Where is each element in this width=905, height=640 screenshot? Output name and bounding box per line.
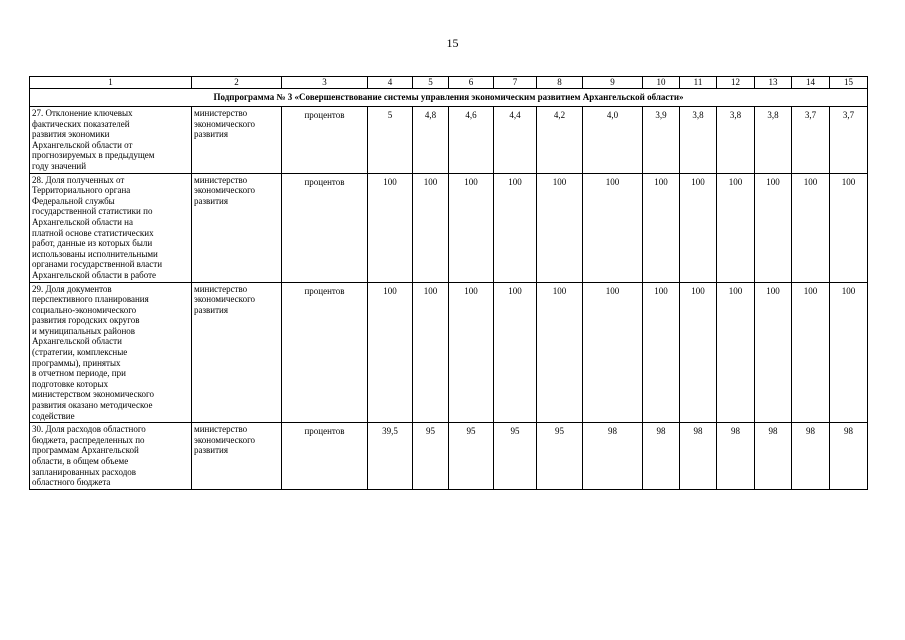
indicator-name-line: Федеральной службы bbox=[32, 195, 115, 206]
column-number-row bbox=[30, 77, 868, 89]
indicator-name-line: фактических показателей bbox=[32, 118, 130, 129]
ministry-line: развития bbox=[194, 304, 229, 315]
responsible-ministry-cell bbox=[192, 107, 282, 174]
column-number-cell: 8 bbox=[537, 77, 583, 89]
value-cell: 39,5 bbox=[368, 423, 413, 490]
value-cell: 95 bbox=[537, 423, 583, 490]
ministry-line: министерство bbox=[194, 174, 248, 185]
table-body bbox=[30, 77, 868, 490]
value-cell: 100 bbox=[643, 173, 680, 282]
indicator-row bbox=[30, 173, 868, 282]
value-cell: 5 bbox=[368, 107, 413, 174]
value-cell: 98 bbox=[583, 423, 643, 490]
subprogram-title: Подпрограмма № 3 «Совершенствование системы управления экономическим развитием Архангельской области» bbox=[30, 89, 868, 107]
indicator-name-line: 28. Доля полученных от bbox=[32, 174, 125, 185]
value-cell: 100 bbox=[755, 282, 792, 423]
column-number-cell: 10 bbox=[643, 77, 680, 89]
indicator-name-line: областного бюджета bbox=[32, 477, 111, 488]
ministry-line: министерство bbox=[194, 283, 248, 294]
indicator-name-line: 27. Отклонение ключевых bbox=[32, 108, 133, 118]
indicator-row bbox=[30, 282, 868, 423]
indicator-row bbox=[30, 423, 868, 490]
value-cell: 100 bbox=[494, 173, 537, 282]
value-cell: 4,2 bbox=[537, 107, 583, 174]
column-number-cell: 11 bbox=[680, 77, 717, 89]
page-number: 15 bbox=[446, 36, 459, 50]
indicator-name-line: социально-экономического bbox=[32, 304, 137, 315]
value-cell: 100 bbox=[717, 173, 755, 282]
indicator-name-line: развития городских округов bbox=[32, 315, 140, 326]
value-cell: 100 bbox=[583, 173, 643, 282]
value-cell: 98 bbox=[755, 423, 792, 490]
ministry-line: развития bbox=[194, 195, 229, 206]
value-cell: 100 bbox=[368, 282, 413, 423]
column-number-cell: 4 bbox=[368, 77, 413, 89]
responsible-ministry-cell bbox=[192, 282, 282, 423]
value-cell: 3,9 bbox=[643, 107, 680, 174]
column-number-cell: 15 bbox=[830, 77, 868, 89]
indicator-name-line: содействие bbox=[32, 410, 75, 421]
unit-cell: процентов bbox=[282, 173, 368, 282]
indicator-name-line: 29. Доля документов bbox=[32, 283, 112, 294]
column-number-cell: 6 bbox=[449, 77, 494, 89]
indicator-name-line: платной основе статистических bbox=[32, 227, 154, 238]
ministry-line: развития bbox=[194, 129, 229, 140]
value-cell: 4,4 bbox=[494, 107, 537, 174]
indicators-table bbox=[29, 76, 868, 490]
value-cell: 100 bbox=[643, 282, 680, 423]
value-cell: 98 bbox=[680, 423, 717, 490]
ministry-line: экономического bbox=[194, 118, 256, 129]
indicator-name-line: Архангельской области на bbox=[32, 216, 133, 227]
indicator-name-line: году значений bbox=[32, 160, 87, 171]
ministry-line: развития bbox=[194, 445, 229, 456]
value-cell: 4,8 bbox=[413, 107, 449, 174]
indicator-name-line: области, в общем объеме bbox=[32, 456, 129, 466]
value-cell: 98 bbox=[717, 423, 755, 490]
indicator-name-line: программам Архангельской bbox=[32, 445, 139, 456]
column-number-cell: 13 bbox=[755, 77, 792, 89]
value-cell: 100 bbox=[830, 282, 868, 423]
column-number-cell: 14 bbox=[792, 77, 830, 89]
indicator-name-line: государственной статистики по bbox=[32, 206, 153, 217]
value-cell: 3,8 bbox=[717, 107, 755, 174]
indicator-name-line: подготовке которых bbox=[32, 378, 109, 389]
column-number-cell: 1 bbox=[30, 77, 192, 89]
indicator-name-line: Территориального органа bbox=[32, 185, 131, 196]
ministry-line: экономического bbox=[194, 185, 256, 196]
indicator-name-cell bbox=[30, 173, 192, 282]
indicator-name-line: бюджета, распределенных по bbox=[32, 434, 145, 445]
subprogram-row bbox=[30, 89, 868, 107]
unit-cell: процентов bbox=[282, 282, 368, 423]
value-cell: 98 bbox=[792, 423, 830, 490]
value-cell: 100 bbox=[792, 173, 830, 282]
indicator-name-line: 30. Доля расходов областного bbox=[32, 424, 146, 435]
value-cell: 100 bbox=[449, 282, 494, 423]
value-cell: 100 bbox=[755, 173, 792, 282]
column-number-cell: 3 bbox=[282, 77, 368, 89]
value-cell: 100 bbox=[830, 173, 868, 282]
indicator-name-cell bbox=[30, 107, 192, 174]
ministry-line: министерство bbox=[194, 108, 248, 118]
value-cell: 100 bbox=[368, 173, 413, 282]
indicator-name-line: и муниципальных районов bbox=[32, 325, 136, 336]
value-cell: 100 bbox=[449, 173, 494, 282]
ministry-line: экономического bbox=[194, 294, 256, 305]
indicator-name-line: развития оказано методическое bbox=[32, 400, 153, 411]
column-number-cell: 9 bbox=[583, 77, 643, 89]
indicator-name-line: Архангельской области bbox=[32, 336, 122, 347]
value-cell: 100 bbox=[413, 282, 449, 423]
indicator-name-line: (стратегии, комплексные bbox=[32, 347, 128, 358]
value-cell: 3,8 bbox=[680, 107, 717, 174]
value-cell: 95 bbox=[494, 423, 537, 490]
value-cell: 100 bbox=[413, 173, 449, 282]
value-cell: 3,8 bbox=[755, 107, 792, 174]
unit-cell: процентов bbox=[282, 107, 368, 174]
value-cell: 100 bbox=[680, 173, 717, 282]
ministry-line: экономического bbox=[194, 434, 256, 445]
value-cell: 95 bbox=[449, 423, 494, 490]
column-number-cell: 5 bbox=[413, 77, 449, 89]
value-cell: 100 bbox=[792, 282, 830, 423]
column-number-cell: 7 bbox=[494, 77, 537, 89]
value-cell: 4,6 bbox=[449, 107, 494, 174]
value-cell: 3,7 bbox=[830, 107, 868, 174]
value-cell: 95 bbox=[413, 423, 449, 490]
indicator-name-line: работ, данные из которых были bbox=[32, 238, 153, 249]
value-cell: 100 bbox=[537, 282, 583, 423]
indicator-name-line: развития экономики bbox=[32, 129, 110, 140]
value-cell: 100 bbox=[537, 173, 583, 282]
indicator-name-line: перспективного планирования bbox=[32, 294, 149, 305]
value-cell: 100 bbox=[680, 282, 717, 423]
indicator-name-line: прогнозируемых в предыдущем bbox=[32, 150, 155, 161]
value-cell: 100 bbox=[717, 282, 755, 423]
indicator-name-line: использованы исполнительными bbox=[32, 248, 158, 259]
indicator-name-line: Архангельской области от bbox=[32, 139, 133, 150]
value-cell: 100 bbox=[494, 282, 537, 423]
value-cell: 98 bbox=[643, 423, 680, 490]
indicator-name-line: программы), принятых bbox=[32, 357, 121, 368]
indicator-name-cell bbox=[30, 423, 192, 490]
indicator-name-line: запланированных расходов bbox=[32, 466, 137, 477]
indicator-row bbox=[30, 107, 868, 174]
responsible-ministry-cell bbox=[192, 173, 282, 282]
indicator-name-line: в отчетном периоде, при bbox=[32, 368, 126, 379]
column-number-cell: 12 bbox=[717, 77, 755, 89]
indicator-name-line: органами государственной власти bbox=[32, 259, 163, 270]
column-number-cell: 2 bbox=[192, 77, 282, 89]
value-cell: 98 bbox=[830, 423, 868, 490]
ministry-line: министерство bbox=[194, 424, 248, 435]
indicator-name-cell bbox=[30, 282, 192, 423]
unit-cell: процентов bbox=[282, 423, 368, 490]
value-cell: 100 bbox=[583, 282, 643, 423]
value-cell: 3,7 bbox=[792, 107, 830, 174]
indicator-name-line: Архангельской области в работе bbox=[32, 269, 157, 280]
value-cell: 4,0 bbox=[583, 107, 643, 174]
indicator-name-line: министерством экономического bbox=[32, 389, 155, 400]
responsible-ministry-cell bbox=[192, 423, 282, 490]
